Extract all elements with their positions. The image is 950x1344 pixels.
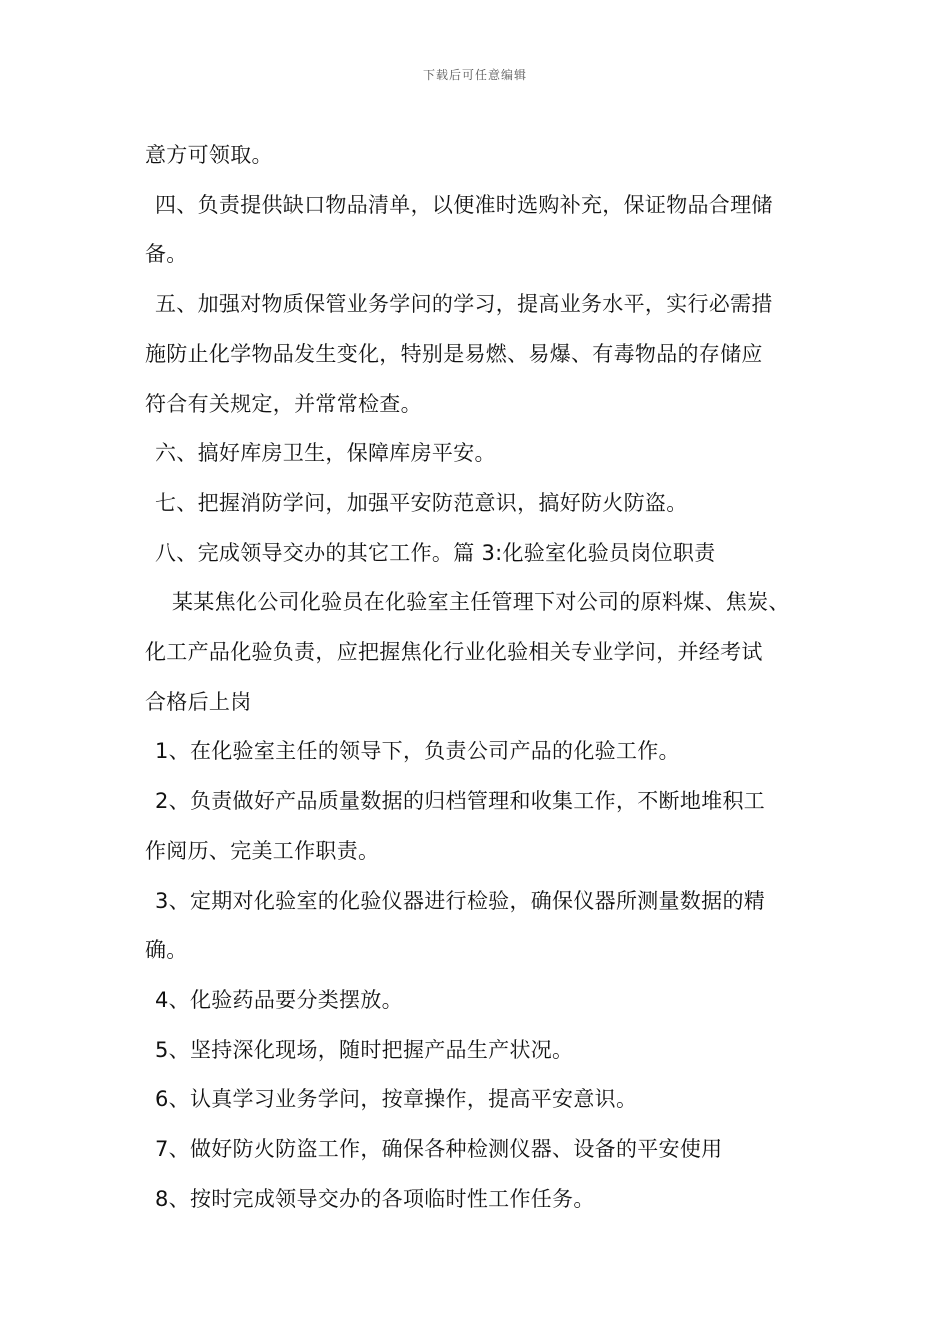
text-line: 作阅历、完美工作职责。 <box>145 838 380 863</box>
text-line: 某某焦化公司化验员在化验室主任管理下对公司的原料煤、焦炭、 <box>172 590 790 615</box>
document-body <box>145 131 835 1224</box>
text-line: 6、认真学习业务学问，按章操作，提高平安意识。 <box>155 1087 638 1112</box>
text-line: 5、坚持深化现场，随时把握产品生产状况。 <box>155 1037 574 1062</box>
text-line: 2、负责做好产品质量数据的归档管理和收集工作，不断地堆积工 <box>155 789 766 814</box>
text-line: 合格后上岗 <box>145 689 252 714</box>
text-line: 7、做好防火防盗工作，确保各种检测仪器、设备的平安使用 <box>155 1137 723 1162</box>
text-line: 3、定期对化验室的化验仪器进行检验，确保仪器所测量数据的精 <box>155 888 766 913</box>
text-line: 化工产品化验负责，应把握焦化行业化验相关专业学问，并经考试 <box>145 640 763 665</box>
text-line: 8、按时完成领导交办的各项临时性工作任务。 <box>155 1186 595 1211</box>
text-line: 符合有关规定，并常常检查。 <box>145 391 422 416</box>
text-line: 七、把握消防学问，加强平安防范意识，搞好防火防盗。 <box>155 490 688 515</box>
text-line: 备。 <box>145 242 188 267</box>
text-line: 八、完成领导交办的其它工作。篇 3:化验室化验员岗位职责 <box>155 540 716 565</box>
page-header: 下载后可任意编辑 <box>422 68 527 82</box>
text-line: 五、加强对物质保管业务学问的学习，提高业务水平，实行必需措 <box>155 292 773 317</box>
text-line: 4、化验药品要分类摆放。 <box>155 987 403 1012</box>
text-line: 六、搞好库房卫生，保障库房平安。 <box>155 441 496 466</box>
text-line: 意方可领取。 <box>145 143 273 167</box>
text-line: 1、在化验室主任的领导下，负责公司产品的化验工作。 <box>155 739 680 764</box>
text-line: 施防止化学物品发生变化，特别是易燃、易爆、有毒物品的存储应 <box>145 341 763 366</box>
text-line: 四、负责提供缺口物品清单，以便准时选购补充，保证物品合理储 <box>155 192 773 217</box>
text-line: 确。 <box>145 938 188 963</box>
